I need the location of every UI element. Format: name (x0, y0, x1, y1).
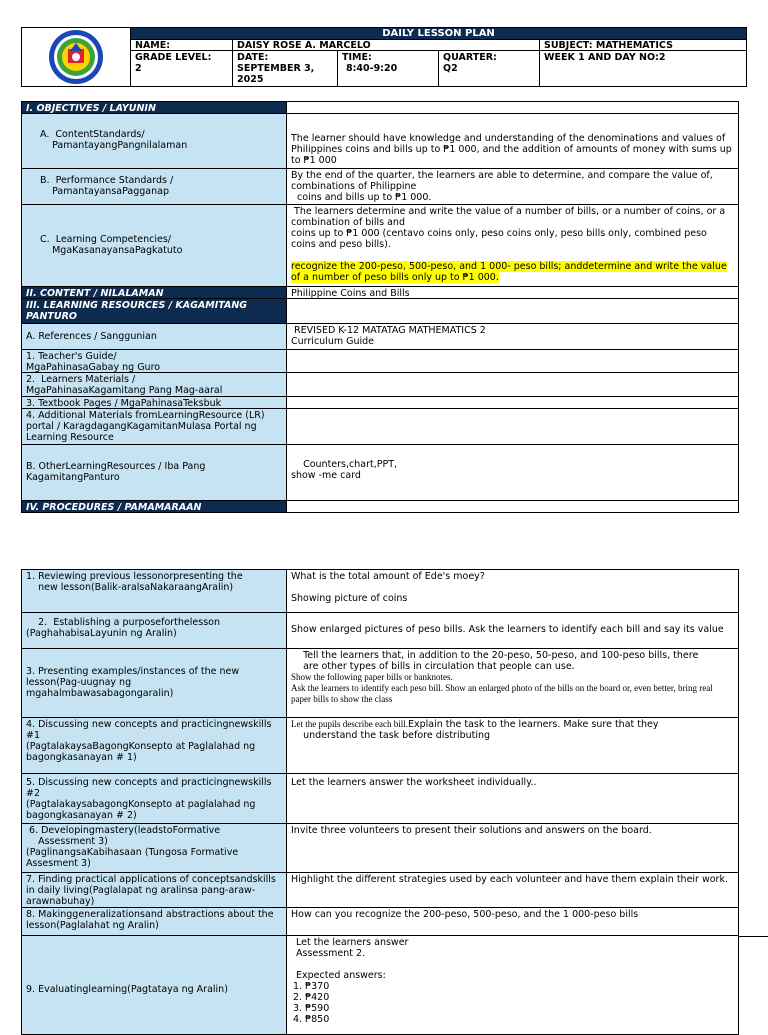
developing-mastery-value: Invite three volunteers to present their solutions and answers on the board. (286, 823, 739, 873)
learners-materials-value (286, 372, 739, 397)
other-resources-value: Counters,chart,PPT, show -me card (286, 444, 739, 501)
discussing-concepts-1-serif: Let the pupils describe each bill. (291, 719, 408, 729)
teachers-guide-value (286, 349, 739, 373)
content-value: Philippine Coins and Bills (286, 286, 739, 299)
discussing-concepts-1-label: 4. Discussing new concepts and practicingnewskills #1 (PagtalakaysaBagongKonsepto at Paglalahad ng bagongkasanayan # 1) (21, 717, 287, 774)
practical-applications-value: Highlight the different strategies used by each volunteer and have them explain their work. (286, 872, 739, 908)
other-resources-label: B. OtherLearningResources / Iba Pang KagamitangPanturo (21, 444, 287, 501)
content-standards-value: The learner should have knowledge and understanding of the denominations and values of Philippines coins and bills up to ₱1 000, and the addition of amounts of money with sums up to ₱1 000 (286, 113, 739, 169)
review-lesson-label: 1. Reviewing previous lessonorpresenting the new lesson(Balik-aralsaNakaraangAralin) (21, 569, 287, 613)
objectives-heading: I. OBJECTIVES / LAYUNIN (21, 101, 287, 114)
highlighted-competency: recognize the 200-peso, 500-peso, and 1 000- peso bills; anddetermine and write the value of a number of peso bills only up to ₱1 000. (291, 261, 727, 283)
school-seal-icon (46, 29, 106, 85)
purpose-value: Show enlarged pictures of peso bills. Ask the learners to identify each bill and say its value (286, 612, 739, 649)
learning-competencies-label: C. Learning Competencies/ MgaKasanayansaPagkatuto (21, 204, 287, 287)
lesson-plan-title: DAILY LESSON PLAN (130, 27, 747, 40)
references-label: A. References / Sanggunian (21, 323, 287, 350)
evaluating-learning-label: 9. Evaluatinglearning(Pagtataya ng Aralin) (21, 935, 287, 1035)
additional-materials-label: 4. Additional Materials fromLearningResource (LR) portal / KaragdagangKagamitanMulasa Portal ng Learning Resource (21, 408, 287, 445)
name-value: DAISY ROSE A. MARCELO (232, 39, 540, 51)
textbook-pages-label: 3. Textbook Pages / MgaPahinasaTeksbuk (21, 396, 287, 409)
references-value: REVISED K-12 MATATAG MATHEMATICS 2 Curriculum Guide (286, 323, 739, 350)
learning-competencies-cell (286, 204, 739, 287)
learning-competencies-value: The learners determine and write the value of a number of bills, or a number of coins, or a combination of bills and coins up to ₱1 000 (centavo coins only, peso coins only, peso bills only, combined peso coins and peso bills). (291, 206, 726, 250)
procedures-heading: IV. PROCEDURES / PAMAMARAAN (21, 500, 287, 513)
date-cell (232, 50, 338, 87)
name-label: NAME: (130, 39, 233, 51)
learners-materials-label: 2. Learners Materials / MgaPahinasaKagamitang Pang Mag-aaral (21, 372, 287, 397)
generalizations-value: How can you recognize the 200-peso, 500-peso, and the 1 000-peso bills (286, 907, 739, 936)
time-value: 8:40-9:20 (346, 63, 398, 74)
table-extension-line (738, 936, 768, 937)
developing-mastery-label: 6. Developingmastery(leadstoFormative Assessment 3) (PaglinangsaKabihasaan (Tungosa Formative Assesment 3) (21, 823, 287, 873)
answer-item: 3. ₱590 (293, 1003, 330, 1014)
school-logo-cell (21, 27, 131, 87)
generalizations-label: 8. Makinggeneralizationsand abstractions about the lesson(Paglalahat ng Aralin) (21, 907, 287, 936)
grade-level-label: GRADE LEVEL: (135, 52, 212, 63)
discussing-concepts-2-value: Let the learners answer the worksheet individually.. (286, 773, 739, 824)
presenting-examples-cell (286, 648, 739, 718)
answer-item: 1. ₱370 (293, 981, 330, 992)
performance-standards-label: B. Performance Standards / PamantayansaPagganap (21, 168, 287, 205)
answer-item: 4. ₱850 (293, 1014, 330, 1025)
presenting-examples-value: Tell the learners that, in addition to the 20-peso, 50-peso, and 100-peso bills, there are other types of bills in circulation that people can use. (303, 650, 699, 672)
resources-empty (286, 298, 739, 324)
quarter-label: QUARTER: (443, 52, 497, 63)
discussing-concepts-1-value: Explain the task to the learners. Make sure that they understand the task before distributing (303, 719, 659, 741)
practical-applications-label: 7. Finding practical applications of conceptsandskills in daily living(Paglalapat ng aralinsa pang-araw-arawnabuhay) (21, 872, 287, 908)
purpose-label: 2. Establishing a purposeforthelesson (PaghahabisaLayunin ng Aralin) (21, 612, 287, 649)
time-cell (337, 50, 439, 87)
resources-heading: III. LEARNING RESOURCES / KAGAMITANG PANTURO (21, 298, 287, 324)
content-heading: II. CONTENT / NILALAMAN (21, 286, 287, 299)
review-lesson-value: What is the total amount of Ede's moey? Showing picture of coins (286, 569, 739, 613)
discussing-concepts-2-label: 5. Discussing new concepts and practicingnewskills #2 (PagtalakaysabagongKonsepto at paglalahad ng bagongkasanayan # 2) (21, 773, 287, 824)
week-day-value: WEEK 1 AND DAY NO:2 (539, 50, 747, 87)
evaluating-learning-cell (286, 935, 739, 1035)
content-standards-label: A. ContentStandards/ PamantayangPangnilalaman (21, 113, 287, 169)
performance-standards-value: By the end of the quarter, the learners are able to determine, and compare the value of, combinations of Philippine coins and bills up to ₱1 000. (286, 168, 739, 205)
additional-materials-value (286, 408, 739, 445)
quarter-value: Q2 (443, 63, 458, 74)
presenting-examples-label: 3. Presenting examples/instances of the new lesson(Pag-uugnay ng mgahalmbawasabagongaralin) (21, 648, 287, 718)
answer-item: 2. ₱420 (293, 992, 330, 1003)
grade-level-cell (130, 50, 233, 87)
presenting-examples-notes: Show the following paper bills or banknotes. Ask the learners to identify each peso bill. Show an enlarged photo of the bills on the board or, even better, bring real paper bills to show the class (291, 672, 713, 704)
date-year: 2025 (237, 74, 264, 85)
quarter-cell (438, 50, 540, 87)
time-label: TIME: (342, 52, 372, 63)
evaluating-learning-value: Let the learners answer Assessment 2. Expected answers: (296, 937, 409, 981)
teachers-guide-label: 1. Teacher's Guide/ MgaPahinasaGabay ng Guro (21, 349, 287, 373)
date-label: DATE: (237, 52, 269, 63)
procedures-empty (286, 500, 739, 513)
discussing-concepts-1-cell (286, 717, 739, 774)
date-value: SEPTEMBER 3, (237, 63, 315, 74)
grade-level-value: 2 (135, 63, 142, 74)
subject-value: SUBJECT: MATHEMATICS (539, 39, 747, 51)
